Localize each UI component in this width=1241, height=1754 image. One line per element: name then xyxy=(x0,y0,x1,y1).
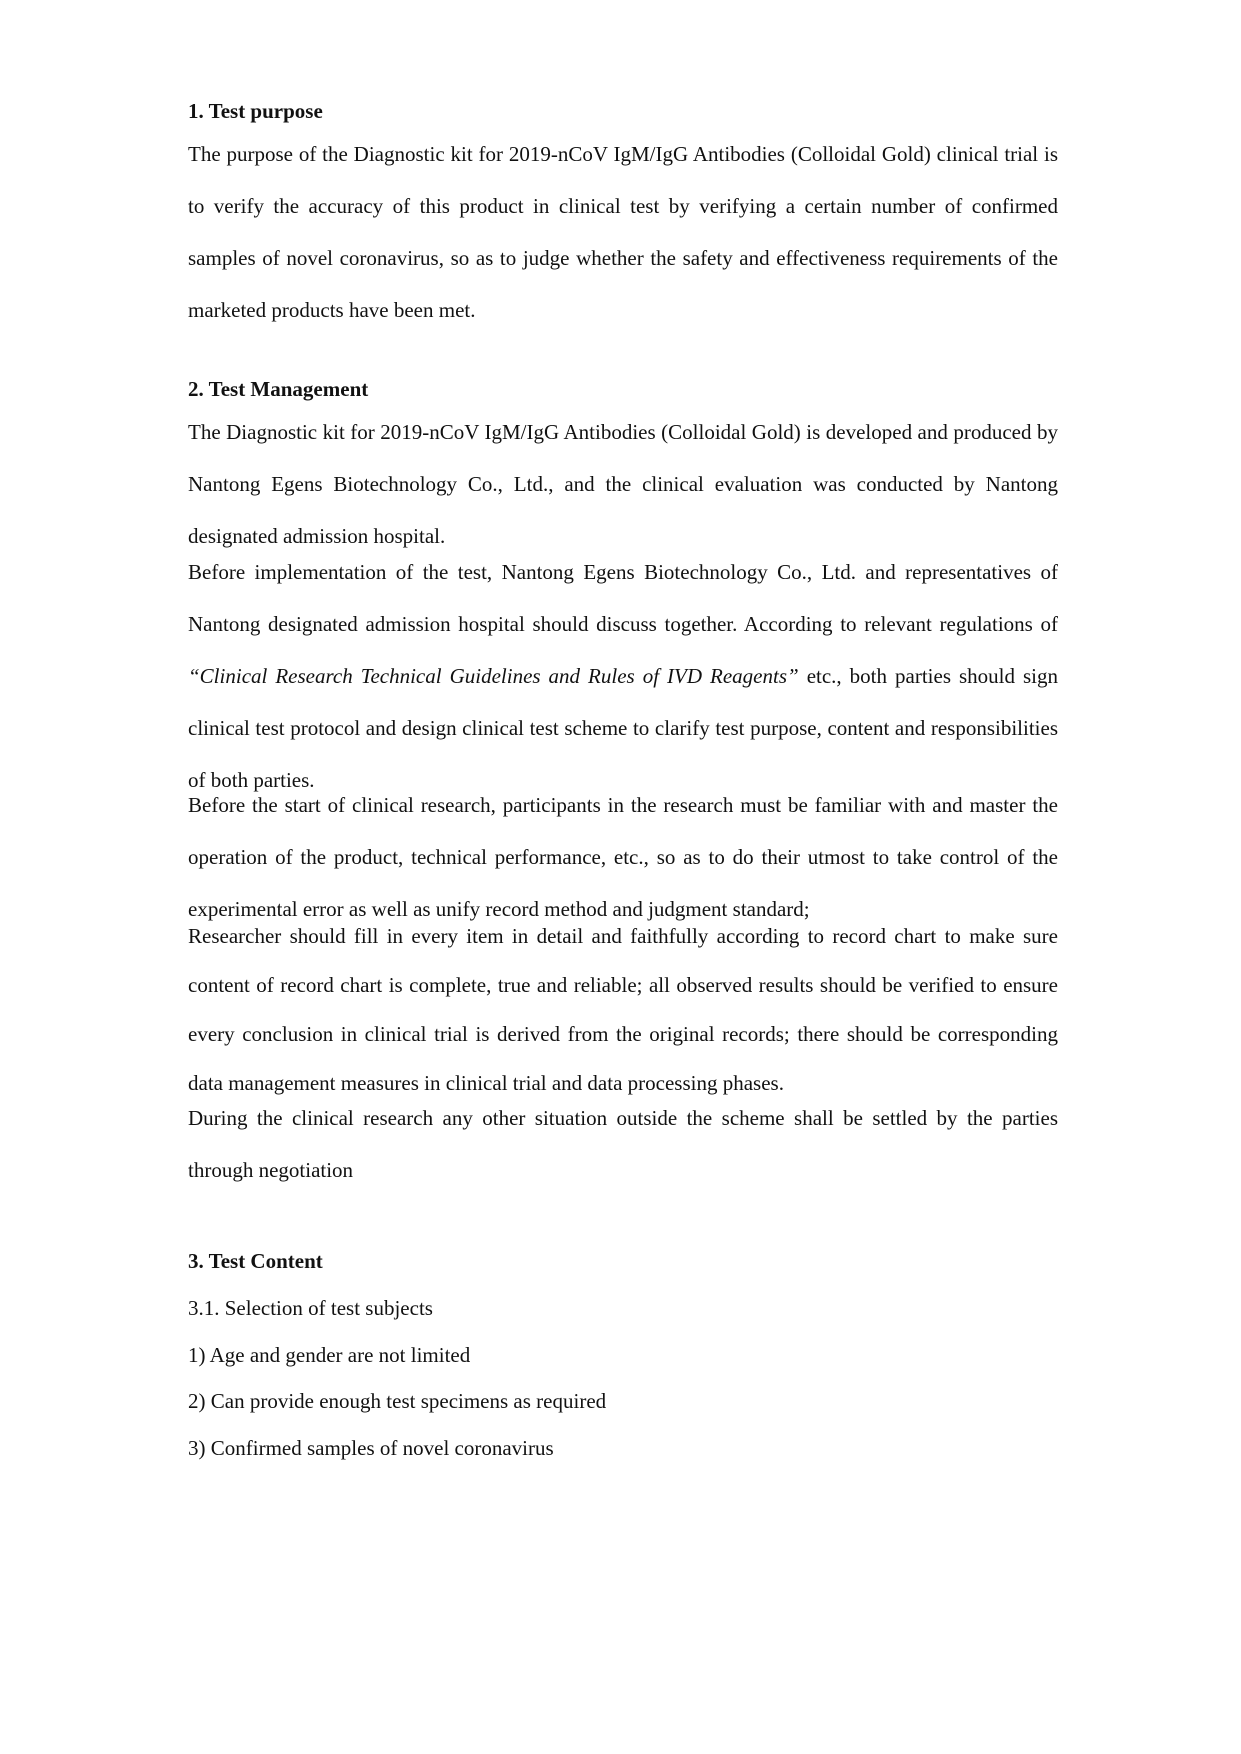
section-3-heading: 3. Test Content xyxy=(188,1249,323,1273)
list-item: 2) Can provide enough test specimens as required xyxy=(188,1389,607,1413)
section-2-paragraph-2-text-b: etc., both parties should sign clinical test protocol and design clinical test scheme to clarify test purpose, content and responsibilities of both parties. xyxy=(188,664,1058,792)
section-2-paragraph-1: The Diagnostic kit for 2019-nCoV IgM/IgG Antibodies (Colloidal Gold) is developed and produced by Nantong Egens Biotechnology Co., Ltd., and the clinical evaluation was conducted by Nantong designated admission hospital. xyxy=(188,420,1058,548)
section-1-heading: 1. Test purpose xyxy=(188,99,323,123)
list-item: 1) Age and gender are not limited xyxy=(188,1343,471,1367)
list-item: 3) Confirmed samples of novel coronavirus xyxy=(188,1436,554,1460)
section-2-paragraph-5: During the clinical research any other situation outside the scheme shall be settled by the parties through negotiation xyxy=(188,1106,1058,1182)
section-1-paragraph: The purpose of the Diagnostic kit for 2019-nCoV IgM/IgG Antibodies (Colloidal Gold) clinical trial is to verify the accuracy of this product in clinical test by verifying a certain number of confirmed samples of novel coronavirus, so as to judge whether the safety and effectiveness requirements of the marketed products have been met. xyxy=(188,142,1058,322)
section-2-paragraph-2-text-a: Before implementation of the test, Nantong Egens Biotechnology Co., Ltd. and representatives of Nantong designated admission hospital should discuss together. According to relevant regulations of xyxy=(188,560,1058,636)
section-2-paragraph-3: Before the start of clinical research, participants in the research must be familiar with and master the operation of the product, technical performance, etc., so as to do their utmost to take control of the experimental error as well as unify record method and judgment standard; xyxy=(188,793,1058,921)
section-2-paragraph-2 xyxy=(188,546,1058,806)
section-2-paragraph-4: Researcher should fill in every item in detail and faithfully according to record chart to make sure content of record chart is complete, true and reliable; all observed results should be verified to ensure every conclusion in clinical trial is derived from the original records; there should be corresponding data management measures in clinical trial and data processing phases. xyxy=(188,924,1058,1095)
guideline-title: “Clinical Research Technical Guidelines and Rules of IVD Reagents” xyxy=(188,664,799,688)
section-3-subheading: 3.1. Selection of test subjects xyxy=(188,1296,433,1320)
section-2-heading: 2. Test Management xyxy=(188,377,369,401)
